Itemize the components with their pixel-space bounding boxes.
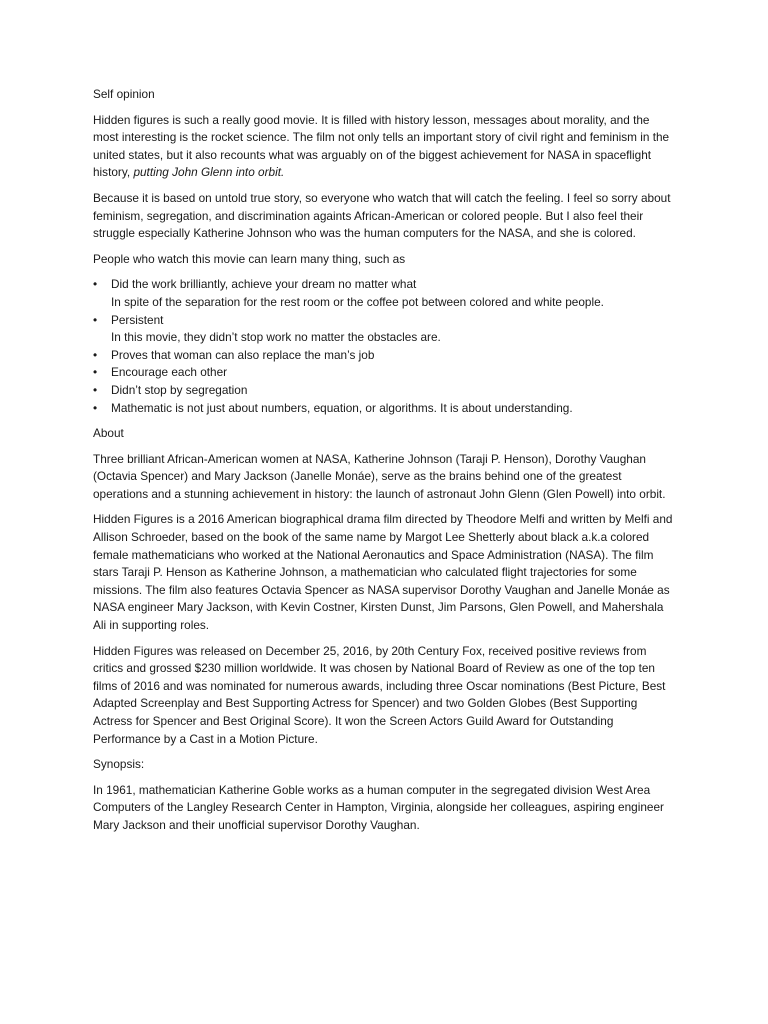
list-item-text: Did the work brilliantly, achieve your dream no matter what [111, 277, 417, 292]
lessons-list [93, 276, 673, 417]
list-item-text: Proves that woman can also replace the man’s job [111, 347, 375, 362]
list-item [93, 382, 673, 400]
heading-self-opinion: Self opinion [93, 87, 155, 101]
paragraph-opinion-intro [93, 112, 673, 182]
list-item-text: Persistent [111, 312, 164, 327]
paragraph-opinion-intro-text: Hidden figures is such a really good movie. It is filled with history lesson, messages about morality, and the most interesting is the rocket science. The film not only tells an important story of civil right and feminism in the united states, but it also recounts what was arguably on of the biggest achievement for NASA in spaceflight history, [93, 112, 670, 180]
paragraph-lessons-intro: People who watch this movie can learn many thing, such as [93, 251, 406, 266]
paragraph-about-film: Hidden Figures is a 2016 American biographical drama film directed by Theodore Melfi and written by Melfi and Allison Schroeder, based on the book of the same name by Margot Lee Shetterly about black a.k.a colored female mathematicians who worked at the National Aeronautics and Space Administration (NASA). The film stars Taraji P. Henson as Katherine Johnson, a mathematician who calculated flight trajectories for some missions. The film also features Octavia Spencer as NASA supervisor Dorothy Vaughan and Janelle Monáe as NASA engineer Mary Jackson, with Kevin Costner, Kirsten Dunst, Jim Parsons, Glen Powell, and Mahershala Ali in supporting roles. [93, 512, 673, 633]
document-page [93, 86, 673, 843]
paragraph-about-release: Hidden Figures was released on December 25, 2016, by 20th Century Fox, received positive reviews from critics and grossed $230 million worldwide. It was chosen by National Board of Review as one of the top ten films of 2016 and was nominated for numerous awards, including three Oscar nominations (Best Picture, Best Adapted Screenplay and Best Supporting Actress for Spencer) and two Golden Globes (Best Supporting Actress for Spencer and Best Original Score). It won the Screen Actors Guild Award for Outstanding Performance by a Cast in a Motion Picture. [93, 643, 666, 746]
list-item-text: Mathematic is not just about numbers, equation, or algorithms. It is about understanding. [111, 400, 573, 415]
paragraph-opinion-intro-italic: putting John Glenn into orbit. [133, 165, 285, 180]
list-item-text: Encourage each other [111, 365, 228, 380]
list-item [93, 400, 673, 418]
list-item [93, 276, 673, 311]
list-item-subtext: In spite of the separation for the rest room or the coffee pot between colored and white people. [111, 294, 604, 309]
heading-about: About [93, 426, 124, 441]
paragraph-about-intro: Three brilliant African-American women at NASA, Katherine Johnson (Taraji P. Henson), Dorothy Vaughan (Octavia Spencer) and Mary Jackson (Janelle Monáe), serve as the brains behind one of the greatest operations and a stunning achievement in history: the launch of astronaut John Glenn (Glen Powell) into orbit. [93, 451, 666, 501]
heading-synopsis: Synopsis: [93, 757, 145, 772]
paragraph-opinion-feeling: Because it is based on untold true story, so everyone who watch that will catch the feeling. I feel so sorry about feminism, segregation, and discrimination againts African-American or colored people. But I also feel their struggle especially Katherine Johnson who was the human computers for the NASA, and she is colored. [93, 190, 671, 241]
paragraph-synopsis: In 1961, mathematician Katherine Goble works as a human computer in the segregated division West Area Computers of the Langley Research Center in Hampton, Virginia, alongside her colleagues, aspiring engineer Mary Jackson and their unofficial supervisor Dorothy Vaughan. [93, 782, 664, 832]
list-item [93, 347, 673, 365]
list-item [93, 364, 673, 382]
list-item-subtext: In this movie, they didn’t stop work no matter the obstacles are. [111, 330, 441, 345]
list-item [93, 312, 673, 347]
list-item-text: Didn’t stop by segregation [111, 382, 248, 397]
